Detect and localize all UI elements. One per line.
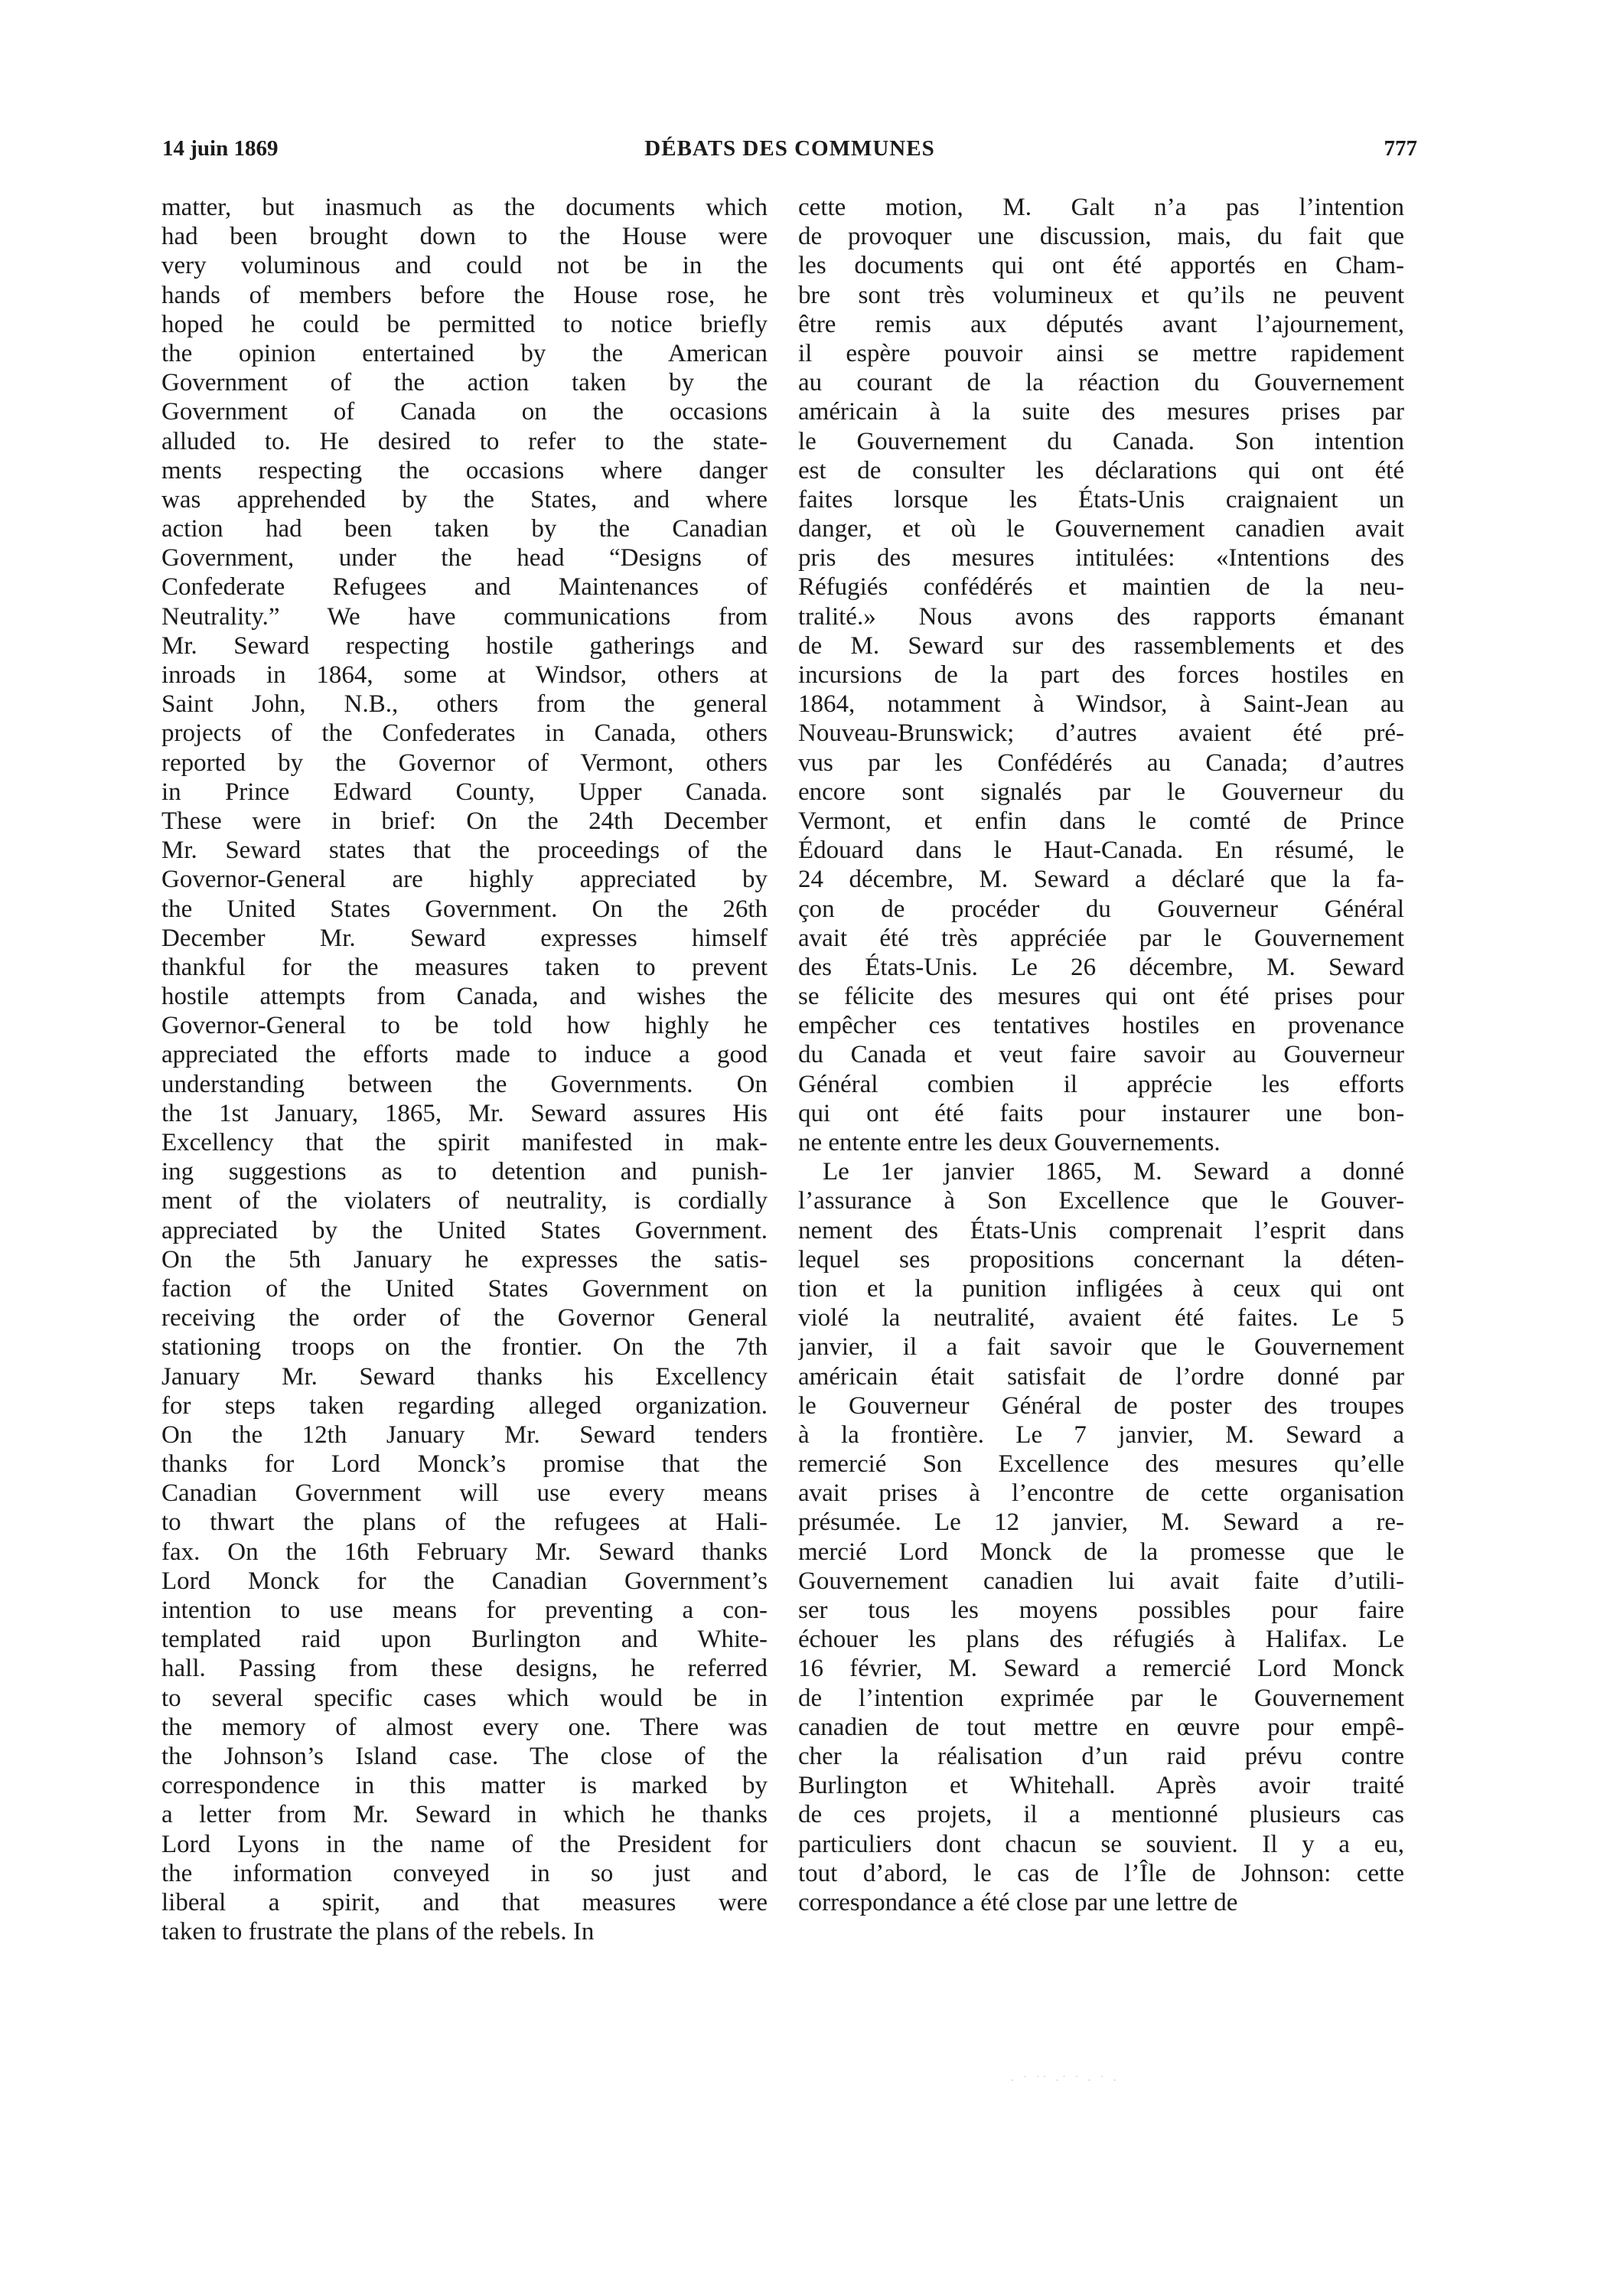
text-line: le Gouvernement du Canada. Son intention	[798, 427, 1404, 455]
text-line: the opinion entertained by the American	[161, 339, 768, 367]
english-paragraph	[161, 193, 768, 1946]
text-line: de ces projets, il a mentionné plusieurs cas	[798, 1801, 1404, 1829]
text-line: Government of Canada on the occasions	[161, 398, 768, 426]
text-line: les documents qui ont été apportés en Cham-	[798, 252, 1404, 280]
text-line: Saint John, N.B., others from the general	[161, 690, 768, 719]
text-line: the memory of almost every one. There was	[161, 1713, 768, 1741]
text-line: faites lorsque les États-Unis craignaient un	[798, 485, 1404, 514]
text-line: danger, et où le Gouvernement canadien avait	[798, 515, 1404, 543]
text-line: Général combien il apprécie les efforts	[798, 1070, 1404, 1098]
text-line: ments respecting the occasions where danger	[161, 456, 768, 484]
text-line: a letter from Mr. Seward in which he thanks	[161, 1801, 768, 1829]
text-line: the United States Government. On the 26th	[161, 895, 768, 923]
text-line: appreciated by the United States Government.	[161, 1216, 768, 1244]
text-line: reported by the Governor of Vermont, others	[161, 748, 768, 777]
text-line: ser tous les moyens possibles pour faire	[798, 1596, 1404, 1624]
text-line: être remis aux députés avant l’ajournement,	[798, 310, 1404, 338]
text-line: hands of members before the House rose, he	[161, 281, 768, 309]
print-speckle: · ˙ ˙˙ ·˙ ˙ · ˙ ·	[1010, 2073, 1120, 2088]
text-line: cette motion, M. Galt n’a pas l’intention	[798, 194, 1404, 221]
text-line: Excellency that the spirit manifested in mak-	[161, 1129, 768, 1156]
text-line: alluded to. He desired to refer to the state-	[161, 427, 768, 455]
text-line: bre sont très volumineux et qu’ils ne peuvent	[798, 281, 1404, 309]
text-line: was apprehended by the States, and where	[161, 485, 768, 514]
text-line: Réfugiés confédérés et maintien de la neu-	[798, 573, 1404, 602]
text-line: ing suggestions as to detention and punish-	[161, 1158, 768, 1186]
text-line: de provoquer une discussion, mais, du fait que	[798, 223, 1404, 251]
text-line: hall. Passing from these designs, he referred	[161, 1655, 768, 1683]
text-line: à la frontière. Le 7 janvier, M. Seward a	[798, 1420, 1404, 1449]
text-line: tion et la punition infligées à ceux qui ont	[798, 1274, 1404, 1303]
text-line: Le 1er janvier 1865, M. Seward a donné	[823, 1158, 1404, 1186]
text-line: correspondence in this matter is marked by	[161, 1772, 768, 1800]
text-line: du Canada et veut faire savoir au Gouverneur	[798, 1041, 1404, 1069]
french-paragraph-2	[798, 1157, 1404, 1917]
text-line: l’assurance à Son Excellence que le Gouver-	[798, 1187, 1404, 1215]
text-line: appreciated the efforts made to induce a good	[161, 1041, 768, 1069]
text-line: inroads in 1864, some at Windsor, others at	[161, 661, 768, 689]
text-line: est de consulter les déclarations qui ont été	[798, 456, 1404, 484]
text-line: lequel ses propositions concernant la déten-	[798, 1245, 1404, 1274]
text-line: Lord Lyons in the name of the President for	[161, 1830, 768, 1858]
text-line: américain à la suite des mesures prises par	[798, 398, 1404, 426]
english-column	[161, 193, 768, 1946]
page-number: 777	[1384, 136, 1417, 161]
text-line: ne entente entre les deux Gouvernements.	[798, 1129, 1221, 1156]
text-line: Government, under the head “Designs of	[161, 544, 768, 572]
text-line: de l’intention exprimée par le Gouvernement	[798, 1684, 1404, 1712]
text-line: çon de procéder du Gouverneur Général	[798, 895, 1404, 923]
page-header	[162, 132, 1417, 165]
text-line: nement des États-Unis comprenait l’esprit dans	[798, 1216, 1404, 1244]
text-line: faction of the United States Government on	[161, 1274, 768, 1303]
text-line: January Mr. Seward thanks his Excellency	[161, 1362, 768, 1391]
header-date: 14 juin 1869	[162, 136, 279, 161]
text-line: des États-Unis. Le 26 décembre, M. Seward	[798, 953, 1404, 981]
text-line: Édouard dans le Haut-Canada. En résumé, le	[798, 837, 1404, 865]
text-line: hoped he could be permitted to notice briefly	[161, 310, 768, 338]
text-line: Nouveau-Brunswick; d’autres avaient été pré-	[798, 719, 1404, 748]
text-line: violé la neutralité, avaient été faites. Le 5	[798, 1304, 1404, 1332]
text-line: Mr. Seward respecting hostile gatherings and	[161, 631, 768, 660]
text-line: au courant de la réaction du Gouvernement	[798, 369, 1404, 397]
text-line: Neutrality.” We have communications from	[161, 602, 768, 631]
text-line: Mr. Seward states that the proceedings of the	[161, 837, 768, 865]
text-line: taken to frustrate the plans of the rebels. In	[161, 1918, 595, 1946]
text-line: On the 12th January Mr. Seward tenders	[161, 1420, 768, 1449]
text-line: de M. Seward sur des rassemblements et des	[798, 631, 1404, 660]
text-line: encore sont signalés par le Gouverneur du	[798, 778, 1404, 806]
text-line: to thwart the plans of the refugees at Hali-	[161, 1508, 768, 1537]
text-line: thankful for the measures taken to prevent	[161, 953, 768, 981]
text-line: projects of the Confederates in Canada, others	[161, 719, 768, 748]
text-line: fax. On the 16th February Mr. Seward thanks	[161, 1538, 768, 1566]
text-line: intention to use means for preventing a con-	[161, 1596, 768, 1624]
text-line: templated raid upon Burlington and White-	[161, 1626, 768, 1654]
text-line: Vermont, et enfin dans le comté de Prince	[798, 807, 1404, 835]
text-line: il espère pouvoir ainsi se mettre rapidement	[798, 339, 1404, 367]
text-line: Canadian Government will use every means	[161, 1479, 768, 1508]
text-line: empêcher ces tentatives hostiles en provenance	[798, 1012, 1404, 1040]
text-line: remercié Son Excellence des mesures qu’elle	[798, 1450, 1404, 1479]
text-line: the 1st January, 1865, Mr. Seward assures His	[161, 1099, 768, 1127]
text-line: avait prises à l’encontre de cette organisation	[798, 1479, 1404, 1508]
text-line: Lord Monck for the Canadian Government’s	[161, 1567, 768, 1595]
text-line: le Gouverneur Général de poster des troupes	[798, 1391, 1404, 1420]
text-line: Governor-General to be told how highly he	[161, 1012, 768, 1040]
text-line: On the 5th January he expresses the satis-	[161, 1245, 768, 1274]
text-line: vus par les Confédérés au Canada; d’autres	[798, 748, 1404, 777]
text-line: the Johnson’s Island case. The close of the	[161, 1742, 768, 1770]
text-line: janvier, il a fait savoir que le Gouvernement	[798, 1333, 1404, 1362]
text-line: Confederate Refugees and Maintenances of	[161, 573, 768, 602]
text-line: particuliers dont chacun se souvient. Il y a eu,	[798, 1830, 1404, 1858]
text-line: correspondance a été close par une lettre de	[798, 1888, 1238, 1916]
text-line: mercié Lord Monck de la promesse que le	[798, 1538, 1404, 1566]
text-line: tralité.» Nous avons des rapports émanant	[798, 602, 1404, 631]
text-line: in Prince Edward County, Upper Canada.	[161, 778, 768, 806]
text-line: échouer les plans des réfugiés à Halifax. Le	[798, 1626, 1404, 1654]
text-line: These were in brief: On the 24th December	[161, 807, 768, 835]
text-line: Gouvernement canadien lui avait faite d’utili-	[798, 1567, 1404, 1595]
text-line: Governor-General are highly appreciated by	[161, 866, 768, 894]
french-paragraph-1	[798, 193, 1404, 1157]
text-line: receiving the order of the Governor General	[161, 1304, 768, 1332]
text-line: se félicite des mesures qui ont été prises pour	[798, 983, 1404, 1011]
french-column	[798, 193, 1404, 1917]
text-line: 24 décembre, M. Seward a déclaré que la fa-	[798, 866, 1404, 894]
text-line: hostile attempts from Canada, and wishes the	[161, 983, 768, 1011]
text-line: Government of the action taken by the	[161, 369, 768, 397]
text-line: incursions de la part des forces hostiles en	[798, 661, 1404, 689]
text-line: understanding between the Governments. On	[161, 1070, 768, 1098]
text-line: canadien de tout mettre en œuvre pour empê-	[798, 1713, 1404, 1741]
text-line: action had been taken by the Canadian	[161, 515, 768, 543]
text-line: pris des mesures intitulées: «Intentions des	[798, 544, 1404, 572]
text-line: qui ont été faits pour instaurer une bon-	[798, 1099, 1404, 1127]
text-line: 1864, notamment à Windsor, à Saint-Jean au	[798, 690, 1404, 719]
text-line: December Mr. Seward expresses himself	[161, 924, 768, 952]
text-line: avait été très appréciée par le Gouvernement	[798, 924, 1404, 952]
text-line: américain était satisfait de l’ordre donné par	[798, 1362, 1404, 1391]
text-line: very voluminous and could not be in the	[161, 252, 768, 280]
text-line: for steps taken regarding alleged organization.	[161, 1391, 768, 1420]
text-line: had been brought down to the House were	[161, 223, 768, 251]
header-title: DÉBATS DES COMMUNES	[644, 136, 935, 161]
text-line: ment of the violaters of neutrality, is cordially	[161, 1187, 768, 1215]
text-line: thanks for Lord Monck’s promise that the	[161, 1450, 768, 1479]
text-line: Burlington et Whitehall. Après avoir traité	[798, 1772, 1404, 1800]
text-line: to several specific cases which would be in	[161, 1684, 768, 1712]
text-line: liberal a spirit, and that measures were	[161, 1888, 768, 1916]
text-line: the information conveyed in so just and	[161, 1859, 768, 1887]
text-line: matter, but inasmuch as the documents which	[161, 194, 768, 221]
text-line: cher la réalisation d’un raid prévu contre	[798, 1742, 1404, 1770]
text-line: stationing troops on the frontier. On the 7th	[161, 1333, 768, 1362]
text-line: tout d’abord, le cas de l’Île de Johnson: cette	[798, 1859, 1404, 1887]
text-line: présumée. Le 12 janvier, M. Seward a re-	[798, 1508, 1404, 1537]
text-line: 16 février, M. Seward a remercié Lord Monck	[798, 1655, 1404, 1683]
